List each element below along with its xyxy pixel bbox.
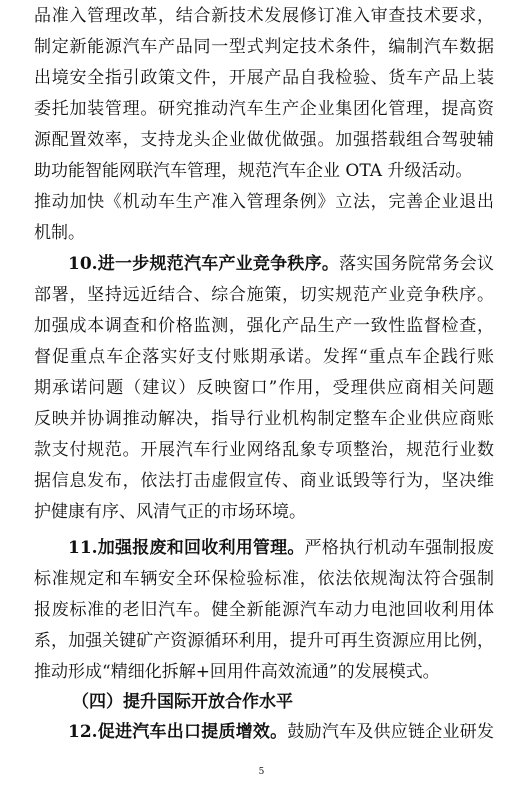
- body-line: 反映并协调推动解决，指导行业机构制定整车企业供应商账: [34, 409, 494, 429]
- body-line: 加强成本调查和价格监测，强化产品生产一致性监督检查，: [34, 316, 494, 336]
- section-heading: （四）提升国际开放合作水平: [72, 692, 293, 712]
- body-line: 委托加装管理。研究推动汽车生产企业集团化管理，提高资: [34, 99, 494, 119]
- item-11-first-line: [68, 533, 494, 564]
- body-line: 据信息发布，依法打击虚假宣传、商业诋毁等行为，坚决维: [34, 471, 494, 491]
- item-10-first-line-text: 落实国务院常务会议: [339, 254, 494, 274]
- body-line: 推动加快《机动车生产准入管理条例》立法，完善企业退出: [34, 192, 494, 212]
- body-line: 系，加强关键矿产资源循环利用，提升可再生资源应用比例，: [34, 631, 494, 651]
- body-line: 源配置效率，支持龙头企业做优做强。加强搭载组合驾驶辅: [34, 130, 494, 150]
- item-11-first-line-text: 严格执行机动车强制报废: [304, 538, 494, 558]
- body-line: 推动形成“精细化拆解+回用件高效流通”的发展模式。: [34, 662, 440, 682]
- body-line: 品准入管理改革，结合新技术发展修订准入审查技术要求，: [34, 6, 494, 26]
- body-line: 督促重点车企落实好支付账期承诺。发挥“重点车企践行账: [34, 347, 494, 367]
- body-line: 期承诺问题（建议）反映窗口”作用，受理供应商相关问题: [34, 378, 494, 398]
- item-12-first-line: [68, 717, 494, 748]
- item-12-title: 12.促进汽车出口提质增效。: [68, 722, 288, 742]
- item-10-title: 10.进一步规范汽车产业竞争秩序。: [68, 254, 340, 274]
- body-line: 出境安全指引政策文件，开展产品自我检验、货车产品上装: [34, 68, 494, 88]
- item-11-title: 11.加强报废和回收利用管理。: [68, 538, 305, 558]
- page-number: 5: [258, 767, 265, 777]
- item-10-first-line: [68, 249, 494, 280]
- body-line: 护健康有序、风清气正的市场环境。: [34, 502, 306, 522]
- body-line: 制定新能源汽车产品同一型式判定技术条件，编制汽车数据: [34, 37, 494, 57]
- body-line: 款支付规范。开展汽车行业网络乱象专项整治，规范行业数: [34, 440, 494, 460]
- body-line: 部署，坚持远近结合、综合施策，切实规范产业竞争秩序。: [34, 285, 494, 305]
- item-12-first-line-text: 鼓励汽车及供应链企业研发: [287, 722, 494, 742]
- body-line: 报废标准的老旧汽车。健全新能源汽车动力电池回收利用体: [34, 600, 494, 620]
- body-line: 标准规定和车辆安全环保检验标准，依法依规淘汰符合强制: [34, 569, 494, 589]
- body-line: 助功能智能网联汽车管理，规范汽车企业 OTA 升级活动。: [34, 161, 473, 181]
- body-line: 机制。: [34, 223, 85, 243]
